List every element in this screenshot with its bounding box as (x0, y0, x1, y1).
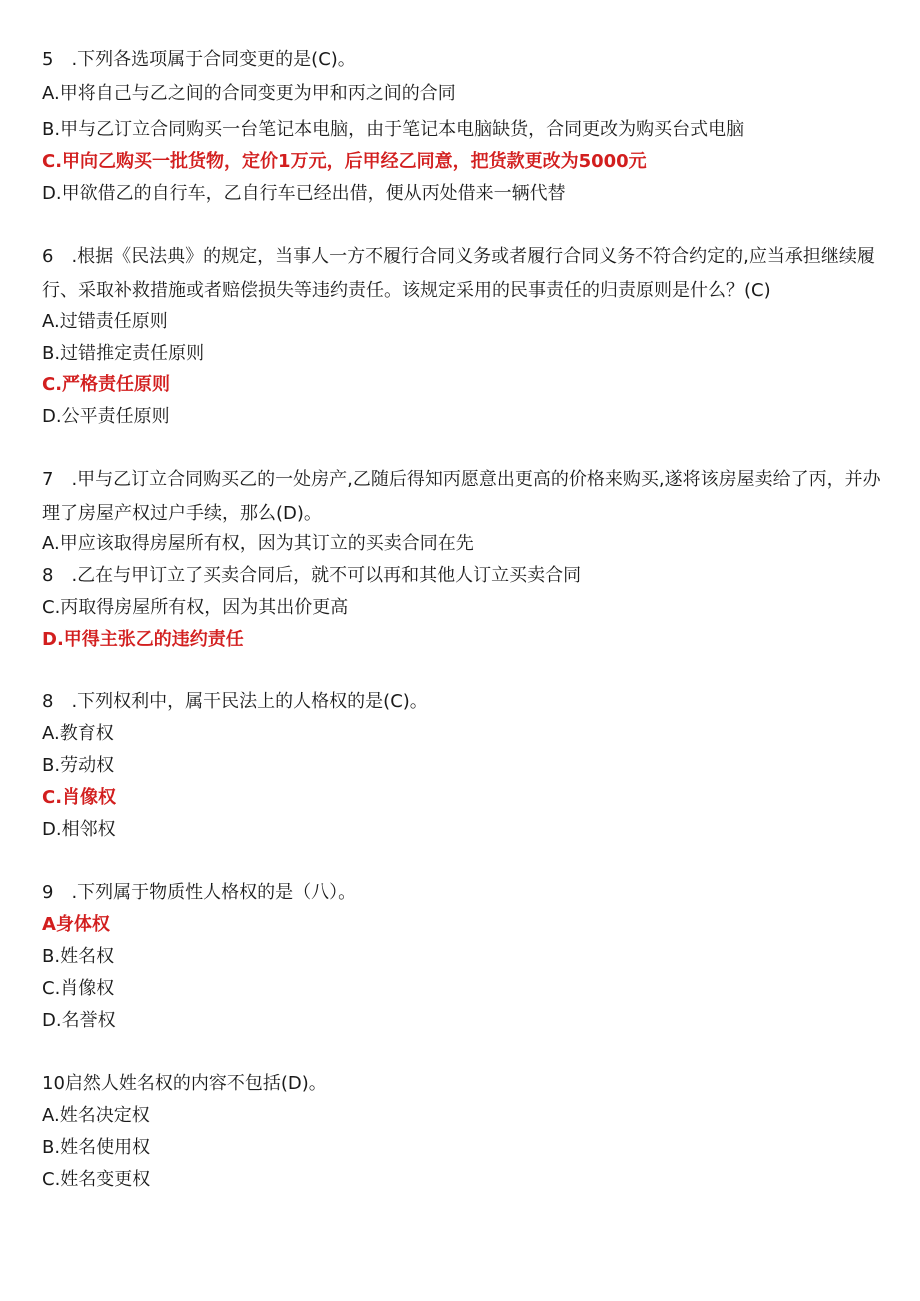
question-5-option-a: A.甲将自己与乙之间的合同变更为甲和丙之间的合同 (42, 83, 456, 104)
question-9-stem: 9 .下列属于物质性人格权的是（八）。 (42, 882, 357, 903)
question-8-stem: 8 .下列权利中，属干民法上的人格权的是(C)。 (42, 691, 428, 712)
question-9-option-b: B.姓名权 (42, 946, 115, 967)
question-8-option-c-answer: C.肖像权 (42, 787, 117, 808)
question-8-option-a: A.教育权 (42, 723, 114, 744)
question-10-stem: 10启然人姓名权的内容不包括(D)。 (42, 1073, 327, 1094)
question-6-option-d: D.公平责任原则 (42, 406, 170, 427)
question-8-option-b: B.劳动权 (42, 755, 115, 776)
question-10-option-a: A.姓名决定权 (42, 1105, 150, 1126)
question-9-option-d: D.名誉权 (42, 1010, 116, 1031)
question-5-option-d: D.甲欲借乙的自行车，乙自行车已经出借，便从丙处借来一辆代替 (42, 183, 566, 204)
question-7-option-c: C.丙取得房屋所有权，因为其出价更高 (42, 597, 349, 618)
question-7-option-d-answer: D.甲得主张乙的违约责任 (42, 629, 244, 650)
question-7-stem: 7 .甲与乙订立合同购买乙的一处房产,乙随后得知丙愿意出更高的价格来购买,遂将该房屋卖给了丙，并办理了房屋产权过户手续，那么(D)。 (42, 469, 881, 524)
question-6-option-a: A.过错责任原则 (42, 311, 168, 332)
question-8-option-d: D.相邻权 (42, 819, 116, 840)
question-7-option-b: 8 .乙在与甲订立了买卖合同后，就不可以再和其他人订立买卖合同 (42, 565, 582, 586)
question-9-option-a-answer: A身体权 (42, 914, 110, 935)
question-7-option-a: A.甲应该取得房屋所有权，因为其订立的买卖合同在先 (42, 533, 474, 554)
question-6-option-c-answer: C.严格责任原则 (42, 374, 171, 395)
question-5-option-b: B.甲与乙订立合同购买一台笔记本电脑，由于笔记本电脑缺货，合同更改为购买台式电脑 (42, 119, 745, 140)
question-6-option-b: B.过错推定责任原则 (42, 343, 205, 364)
question-6-stem: 6 .根据《民法典》的规定，当事人一方不履行合同义务或者履行合同义务不符合约定的,应当承担继续履行、采取补救措施或者赔偿损失等违约责任。该规定采用的民事责任的归责原则是什么？(C) (42, 246, 875, 301)
question-5-option-c-answer: C.甲向乙购买一批货物，定价1万元，后甲经乙同意，把货款更改为5000元 (42, 151, 647, 172)
question-5-stem: 5 .下列各选项属于合同变更的是(C)。 (42, 49, 356, 70)
question-10-option-c: C.姓名变更权 (42, 1169, 151, 1190)
question-10-option-b: B.姓名使用权 (42, 1137, 151, 1158)
question-9-option-c: C.肖像权 (42, 978, 115, 999)
